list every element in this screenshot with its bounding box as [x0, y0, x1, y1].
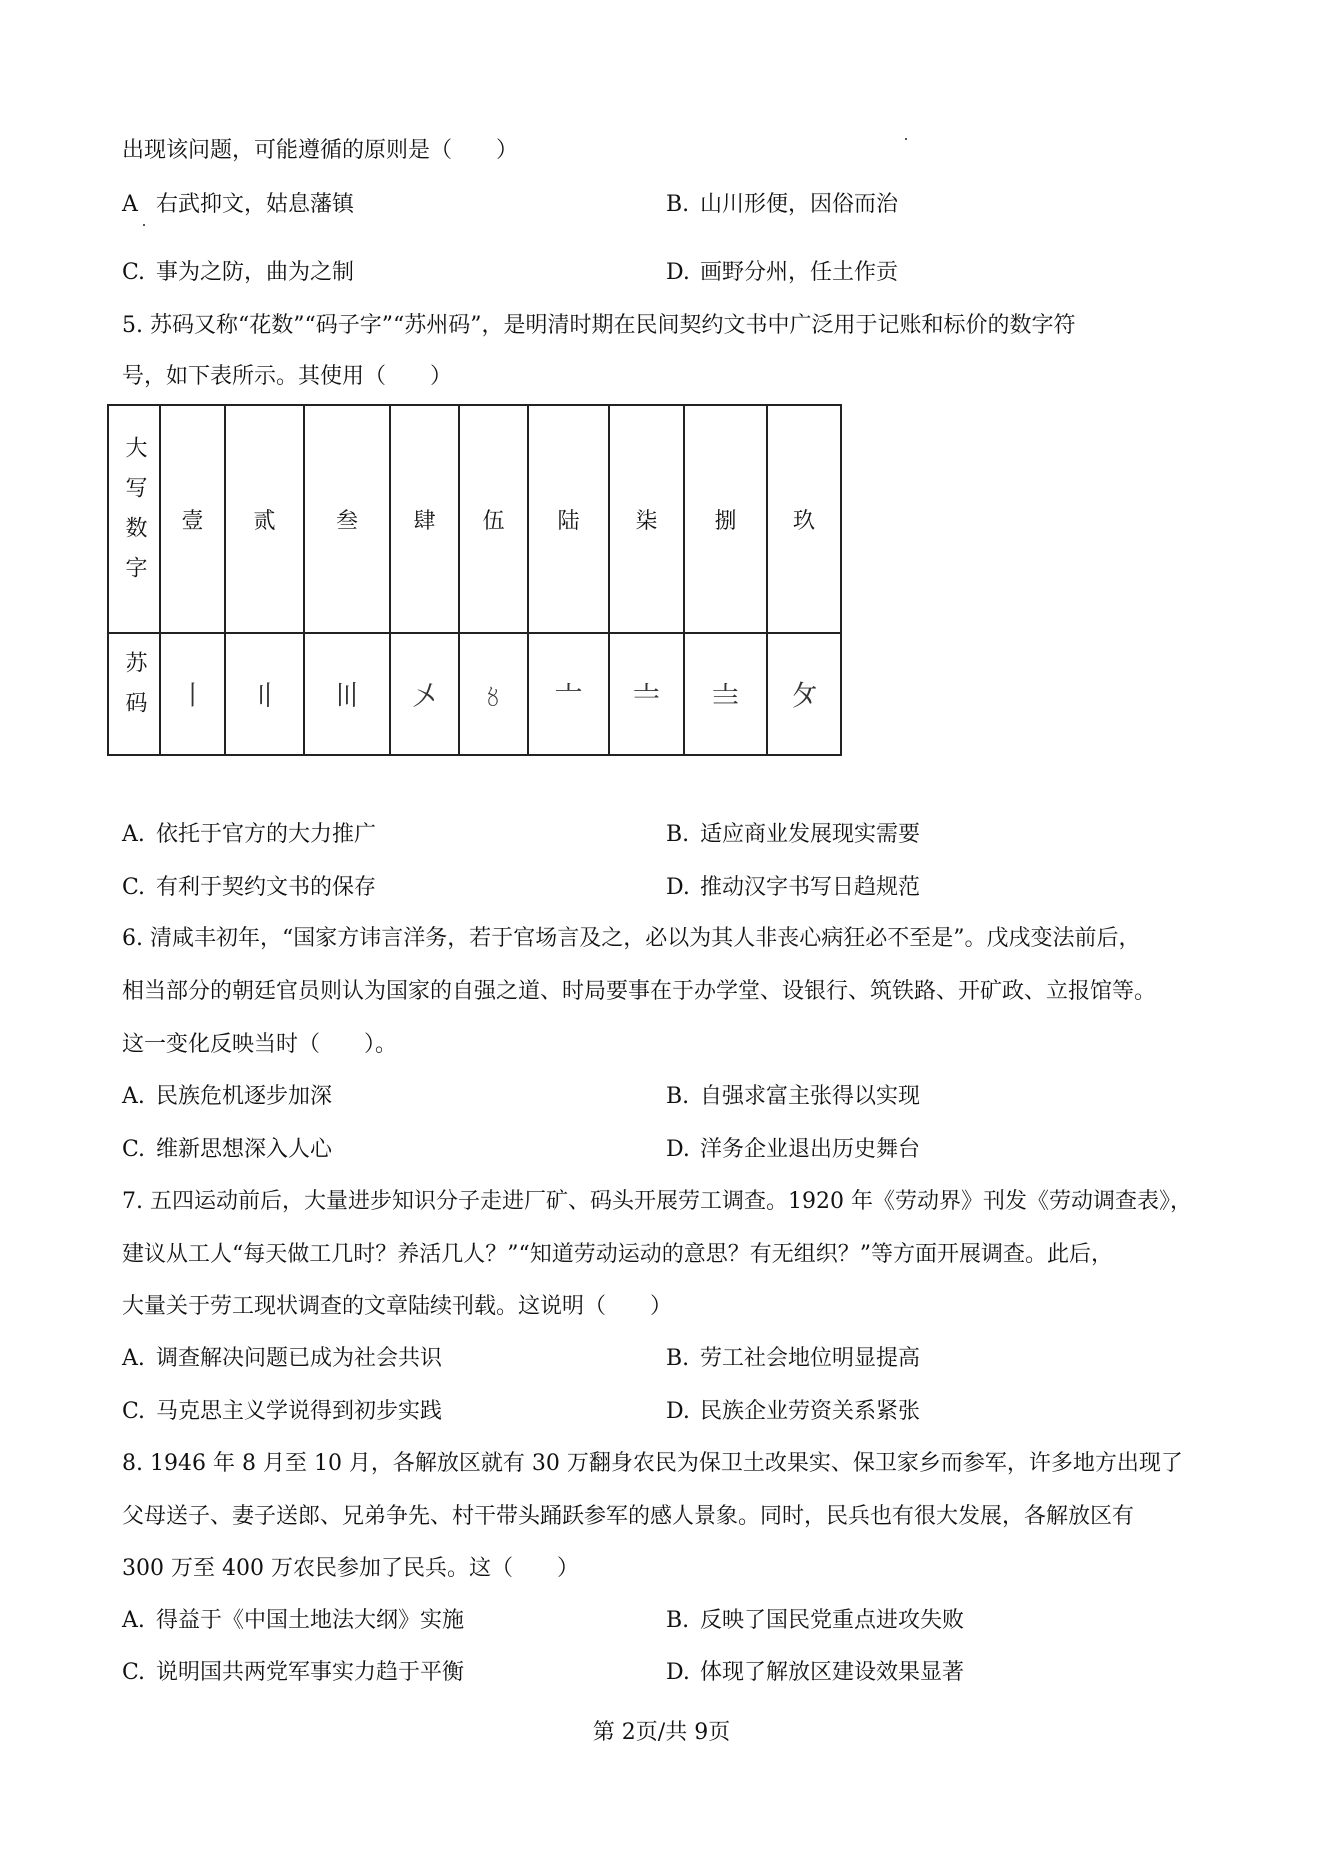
option-text: 画野分州，任土作贡 [700, 260, 899, 285]
option-letter: A. [122, 1084, 145, 1109]
option-text: 劳工社会地位明显提高 [700, 1346, 921, 1371]
q6-option-a[interactable] [122, 1082, 332, 1112]
table-row-suzhou [108, 633, 841, 755]
option-text: 反映了国民党重点进攻失败 [700, 1608, 965, 1633]
table-cell: 陆 [528, 405, 609, 633]
q4-option-c[interactable] [122, 258, 354, 288]
option-text: 体现了解放区建设效果显著 [700, 1660, 965, 1685]
option-text: 推动汉字书写日趋规范 [700, 875, 921, 900]
option-letter: D. [666, 875, 690, 900]
q6-stem-line1: 6. 清咸丰初年，“国家方讳言洋务，若于官场言及之，必以为其人非丧心病狂必不至是”。戊戌变法前后， [122, 926, 1141, 951]
table-cell: 肆 [390, 405, 459, 633]
option-text: 有利于契约文书的保存 [156, 875, 377, 900]
q8-stem-line3: 300 万至 400 万农民参加了民兵。这（ ） [122, 1556, 579, 1581]
q5-stem-line2: 号，如下表所示。其使用（ ） [122, 364, 453, 389]
q7-stem-line3: 大量关于劳工现状调查的文章陆续刊载。这说明（ ） [122, 1294, 673, 1319]
option-text: 山川形便，因俗而治 [700, 192, 899, 217]
table-cell: 柒 [609, 405, 684, 633]
option-text: 说明国共两党军事实力趋于平衡 [156, 1660, 465, 1685]
page-number-footer: 第 2页/共 9页 [592, 1720, 731, 1745]
table-cell: 玖 [767, 405, 841, 633]
option-letter: B. [666, 822, 690, 847]
q7-option-c[interactable] [122, 1397, 442, 1427]
option-letter: D. [666, 1137, 690, 1162]
suzhou-numeral: 〡 [160, 633, 225, 755]
table-header-uppercase: 大写数字 [108, 405, 160, 633]
option-letter: D. [666, 260, 690, 285]
q8-option-a[interactable] [122, 1606, 464, 1636]
option-letter: A. [122, 1346, 145, 1371]
table-cell: 伍 [459, 405, 528, 633]
option-text: 事为之防，曲为之制 [156, 260, 355, 285]
table-cell: 壹 [160, 405, 225, 633]
q5-option-b[interactable] [666, 820, 920, 850]
q6-option-c[interactable] [122, 1135, 332, 1165]
suzhou-numeral: 〦 [528, 633, 609, 755]
q7-option-b[interactable] [666, 1344, 920, 1374]
q8-option-b[interactable] [666, 1606, 964, 1636]
q4-stem: 出现该问题，可能遵循的原则是（ ） [122, 138, 519, 163]
q6-stem-line3: 这一变化反映当时（ ）。 [122, 1032, 398, 1057]
q6-option-b[interactable] [666, 1082, 920, 1112]
q5-option-d[interactable] [666, 873, 920, 903]
q4-option-b[interactable] [666, 190, 898, 220]
option-text: 民族危机逐步加深 [156, 1084, 333, 1109]
option-letter: A. [122, 1608, 145, 1633]
q7-option-a[interactable] [122, 1344, 442, 1374]
suzhou-numeral: 〥 [459, 633, 528, 755]
option-letter: D. [666, 1660, 690, 1685]
q6-option-d[interactable] [666, 1135, 920, 1165]
suzhou-numeral-table [107, 404, 842, 756]
q8-stem-line1: 8. 1946 年 8 月至 10 月，各解放区就有 30 万翻身农民为保卫土改果实、保卫家乡而参军，许多地方出现了 [122, 1451, 1183, 1476]
table-cell: 捌 [684, 405, 767, 633]
q8-option-c[interactable] [122, 1658, 464, 1688]
option-text: 调查解决问题已成为社会共识 [156, 1346, 443, 1371]
suzhou-numeral: 〢 [225, 633, 304, 755]
option-text: 依托于官方的大力推广 [156, 822, 377, 847]
suzhou-numeral: 〩 [767, 633, 841, 755]
table-header-suzhou: 苏码 [108, 633, 160, 755]
q5-option-a[interactable] [122, 820, 376, 850]
option-letter: B. [666, 1084, 690, 1109]
option-text: 得益于《中国土地法大纲》实施 [156, 1608, 465, 1633]
suzhou-numeral: 〣 [304, 633, 390, 755]
q7-stem-line2: 建议从工人“每天做工几时？养活几人？”“知道劳动运动的意思？有无组织？”等方面开展调查。此后， [122, 1242, 1113, 1267]
q7-stem-line1: 7. 五四运动前后，大量进步知识分子走进厂矿、码头开展劳工调查。1920 年《劳动界》刊发《劳动调查表》， [122, 1189, 1192, 1214]
option-text: 马克思主义学说得到初步实践 [156, 1399, 443, 1424]
q5-option-c[interactable] [122, 873, 376, 903]
option-letter: D. [666, 1399, 690, 1424]
option-text: 适应商业发展现实需要 [700, 822, 921, 847]
option-text: 自强求富主张得以实现 [700, 1084, 921, 1109]
q7-option-d[interactable] [666, 1397, 920, 1427]
q4-option-d[interactable] [666, 258, 898, 288]
q8-stem-line2: 父母送子、妻子送郎、兄弟争先、村干带头踊跃参军的感人景象。同时，民兵也有很大发展，各解放区有 [122, 1504, 1135, 1529]
option-letter: C. [122, 1660, 146, 1685]
table-cell: 叁 [304, 405, 390, 633]
q4-option-a[interactable] [122, 190, 354, 220]
option-text: 维新思想深入人心 [156, 1137, 333, 1162]
scan-dot [905, 138, 907, 140]
option-letter: C. [122, 1137, 146, 1162]
option-letter: C. [122, 1399, 146, 1424]
option-letter: B. [666, 1608, 690, 1633]
suzhou-numeral: 〨 [684, 633, 767, 755]
option-letter: B. [666, 192, 690, 217]
option-text: 右武抑文，姑息藩镇 [156, 192, 355, 217]
q5-stem-line1: 5. 苏码又称“花数”“码子字”“苏州码”，是明清时期在民间契约文书中广泛用于记账和标价的数字符 [122, 313, 1076, 338]
option-letter: A [122, 192, 138, 217]
q6-stem-line2: 相当部分的朝廷官员则认为国家的自强之道、时局要事在于办学堂、设银行、筑铁路、开矿政、立报馆等。 [122, 979, 1157, 1004]
table-row-uppercase [108, 405, 841, 633]
option-letter: C. [122, 260, 146, 285]
suzhou-numeral: 〧 [609, 633, 684, 755]
option-text: 民族企业劳资关系紧张 [700, 1399, 921, 1424]
suzhou-numeral: 〤 [390, 633, 459, 755]
option-text: 洋务企业退出历史舞台 [700, 1137, 921, 1162]
table-cell: 贰 [225, 405, 304, 633]
option-letter: A. [122, 822, 145, 847]
scan-dot [143, 224, 145, 226]
option-letter: B. [666, 1346, 690, 1371]
q8-option-d[interactable] [666, 1658, 964, 1688]
option-letter: C. [122, 875, 146, 900]
